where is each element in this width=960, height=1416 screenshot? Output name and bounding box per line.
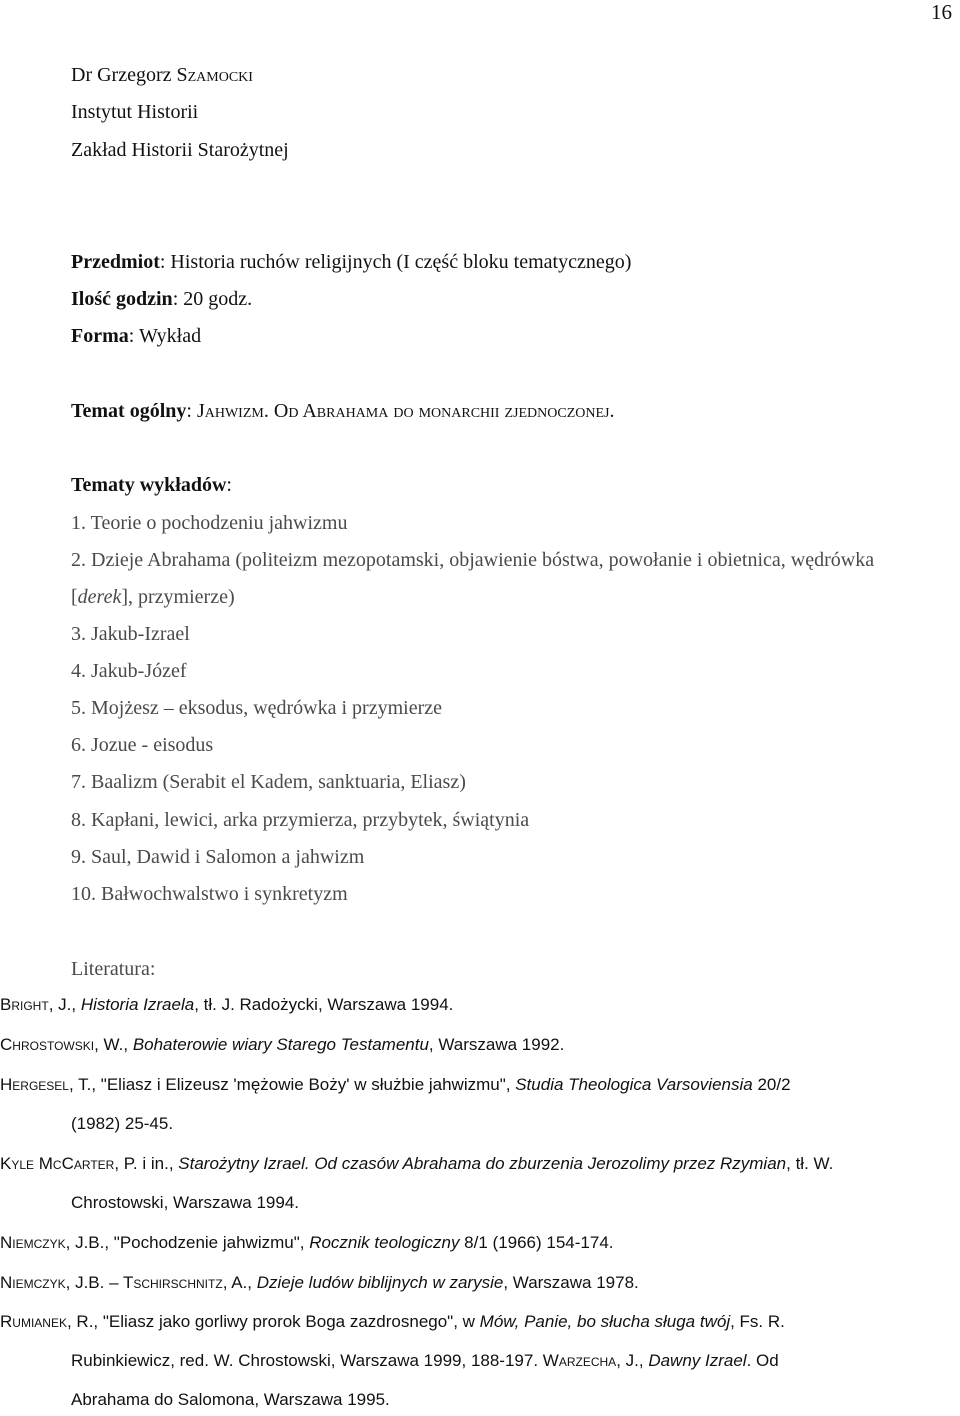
reference-rumianek-continued: Rubinkiewicz, red. W. Chrostowski, Warszawa 1999, 188-197. Warzecha, J., Dawny Izrael. Od <box>71 1351 779 1370</box>
reference-warzecha-continued: Abrahama do Salomona, Warszawa 1995. <box>71 1390 390 1409</box>
course-general-topic: Temat ogólny: Jahwizm. Od Abrahama do monarchii zjednoczonej. <box>71 400 615 422</box>
course-subject: Przedmiot: Historia ruchów religijnych (I część bloku tematycznego) <box>71 251 632 273</box>
lecture-item-4: 4. Jakub-Józef <box>71 660 187 682</box>
reference-niemczyk-1: Niemczyk, J.B., "Pochodzenie jahwizmu", Rocznik teologiczny 8/1 (1966) 154-174. <box>0 1233 614 1252</box>
lecture-item-5: 5. Mojżesz – eksodus, wędrówka i przymierze <box>71 697 442 719</box>
lecture-item-10: 10. Bałwochwalstwo i synkretyzm <box>71 883 348 905</box>
reference-hergesel: Hergesel, T., "Eliasz i Elizeusz 'mężowie Boży' w służbie jahwizmu", Studia Theologica Varsoviensia 20/2 <box>0 1075 791 1094</box>
reference-rumianek: Rumianek, R., "Eliasz jako gorliwy prorok Boga zazdrosnego", w Mów, Panie, bo słucha sługa twój, Fs. R. <box>0 1312 785 1331</box>
author-name: Dr Grzegorz Szamocki <box>71 64 253 86</box>
page-number: 16 <box>931 0 952 24</box>
author-institute: Instytut Historii <box>71 101 199 123</box>
reference-chrostowski: Chrostowski, W., Bohaterowie wiary Starego Testamentu, Warszawa 1992. <box>0 1035 565 1054</box>
course-hours: Ilość godzin: 20 godz. <box>71 288 253 310</box>
lecture-item-1: 1. Teorie o pochodzeniu jahwizmu <box>71 512 348 534</box>
lecture-item-2: 2. Dzieje Abrahama (politeizm mezopotamski, objawienie bóstwa, powołanie i obietnica, wędrówka <box>71 549 875 571</box>
reference-hergesel-continued: (1982) 25-45. <box>71 1114 174 1133</box>
course-form: Forma: Wykład <box>71 325 202 347</box>
lectures-heading: Tematy wykładów: <box>71 474 232 496</box>
reference-kyle-mccarter-continued: Chrostowski, Warszawa 1994. <box>71 1193 300 1212</box>
reference-bright: Bright, J., Historia Izraela, tł. J. Radożycki, Warszawa 1994. <box>0 995 454 1014</box>
reference-kyle-mccarter: Kyle McCarter, P. i in., Starożytny Izrael. Od czasów Abrahama do zburzenia Jerozolimy przez Rzymian, tł. W. <box>0 1154 834 1173</box>
lecture-item-8: 8. Kapłani, lewici, arka przymierza, przybytek, świątynia <box>71 809 530 831</box>
lecture-item-2-continued: [derek], przymierze) <box>71 586 235 608</box>
author-department: Zakład Historii Starożytnej <box>71 139 289 161</box>
lecture-item-6: 6. Jozue - eisodus <box>71 734 214 756</box>
literature-heading: Literatura: <box>71 958 156 980</box>
lecture-item-9: 9. Saul, Dawid i Salomon a jahwizm <box>71 846 365 868</box>
lecture-item-3: 3. Jakub-Izrael <box>71 623 190 645</box>
lecture-item-7: 7. Baalizm (Serabit el Kadem, sanktuaria, Eliasz) <box>71 771 466 793</box>
reference-niemczyk-2: Niemczyk, J.B. – Tschirschnitz, A., Dzieje ludów biblijnych w zarysie, Warszawa 1978. <box>0 1273 639 1292</box>
